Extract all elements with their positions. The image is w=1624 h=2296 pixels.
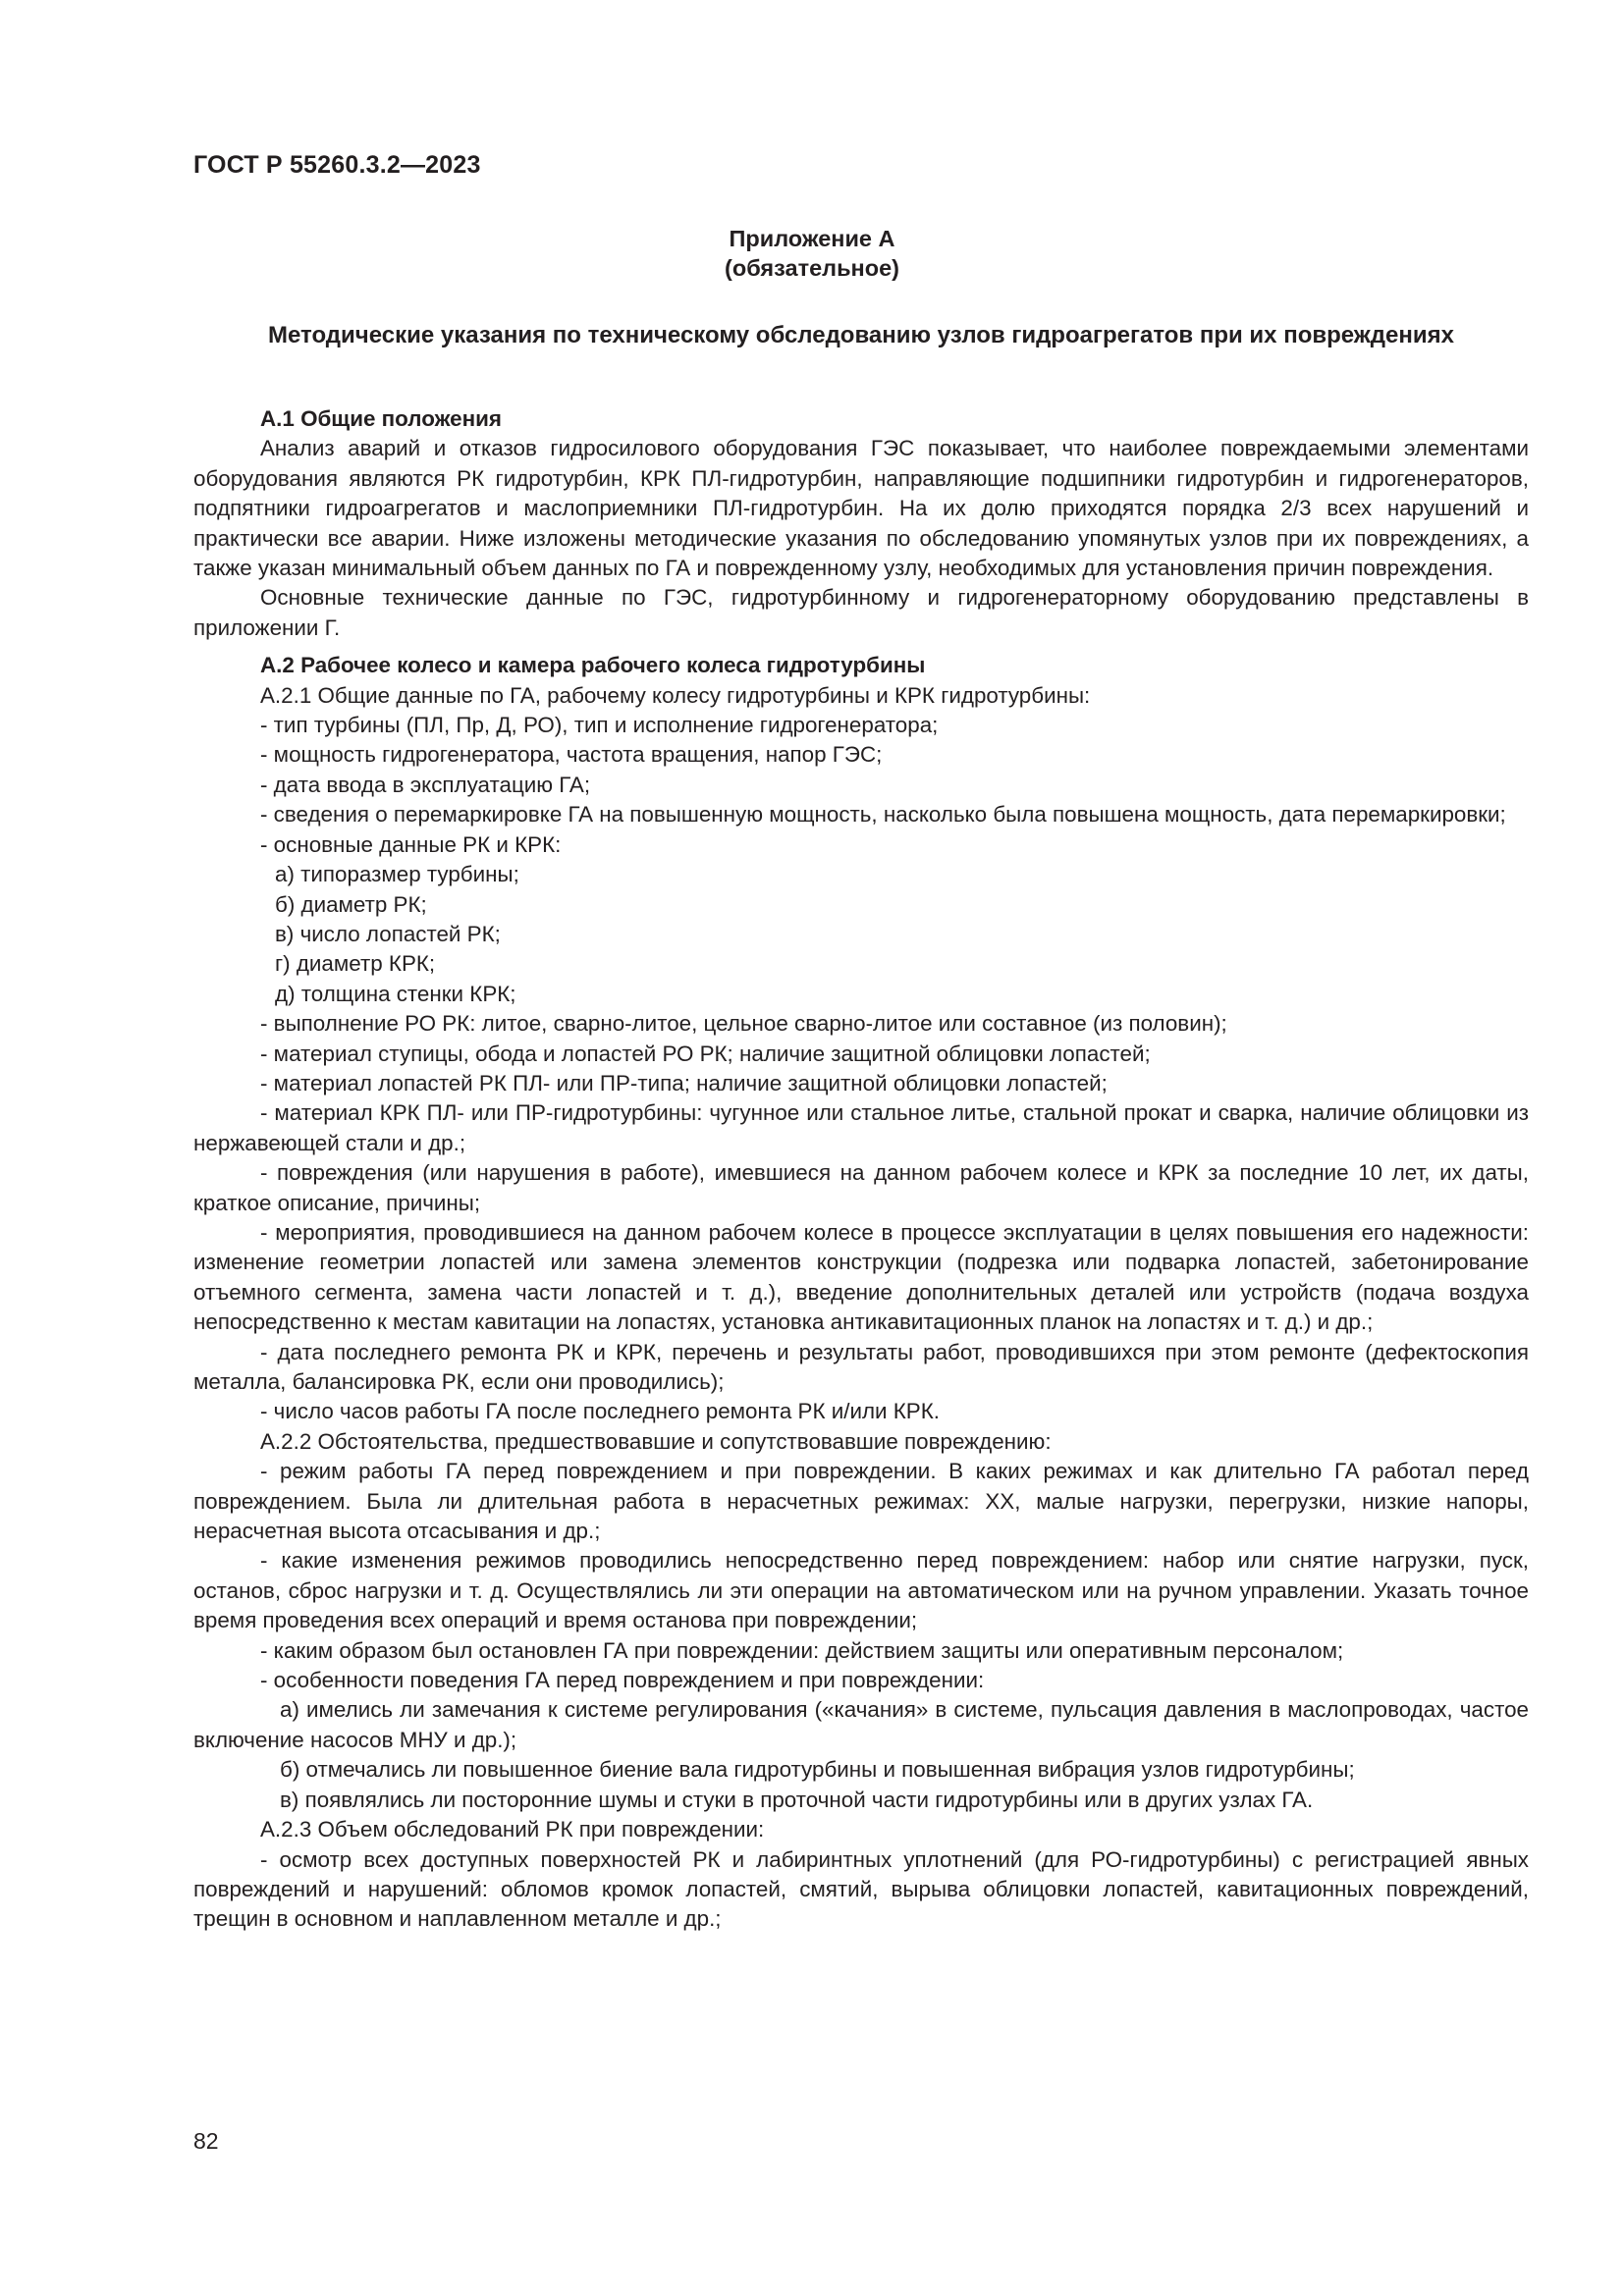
sub-list-item: д) толщина стенки КРК; xyxy=(275,981,516,1006)
document-body xyxy=(193,404,1529,1935)
page-number: 82 xyxy=(193,2128,219,2154)
sub-list-item: г) диаметр КРК; xyxy=(275,951,436,977)
list-item: - основные данные РК и КРК: xyxy=(260,831,562,857)
document-title: Методические указания по техническому обследованию узлов гидроагрегатов при их повреждениях xyxy=(268,322,1454,348)
section-heading-a2: А.2 Рабочее колесо и камера рабочего колеса гидротурбины xyxy=(260,653,926,678)
list-item: - повреждения (или нарушения в работе), имевшиеся на данном рабочем колесе и КРК за последние 10 лет, их даты, краткое описание, причины; xyxy=(193,1160,1529,1215)
paragraph: Основные технические данные по ГЭС, гидротурбинному и гидрогенераторному оборудованию представлены в приложении Г. xyxy=(193,585,1529,640)
clause-a22-intro: А.2.2 Обстоятельства, предшествовавшие и сопутствовавшие повреждению: xyxy=(260,1428,1052,1454)
list-item: - число часов работы ГА после последнего ремонта РК и/или КРК. xyxy=(260,1399,941,1424)
sub-list-item: в) число лопастей РК; xyxy=(275,921,501,946)
appendix-status: (обязательное) xyxy=(725,255,899,281)
appendix-title: Приложение А xyxy=(729,226,895,251)
list-item: - каким образом был остановлен ГА при повреждении: действием защиты или оперативным персоналом; xyxy=(260,1637,1344,1663)
list-item: - выполнение РО РК: литое, сварно-литое, цельное сварно-литое или составное (из половин); xyxy=(260,1011,1227,1037)
list-item: - материал лопастей РК ПЛ- или ПР-типа; наличие защитной облицовки лопастей; xyxy=(260,1070,1108,1095)
sub-list-item: а) типоразмер турбины; xyxy=(275,862,519,887)
list-item: - дата последнего ремонта РК и КРК, перечень и результаты работ, проводившихся при этом ремонте (дефектоскопия металла, балансировка РК, если они проводились); xyxy=(193,1339,1529,1394)
sub-list-item: а) имелись ли замечания к системе регулирования («качания» в системе, пульсация давления в маслопроводах, частое включение насосов МНУ и др.); xyxy=(193,1697,1529,1752)
list-item: - мероприятия, проводившиеся на данном рабочем колесе в процессе эксплуатации в целях повышения его надежности: изменение геометрии лопастей или замена элементов конструкции (подрезка или подварка лопастей, забетонирование отъемного сегмента, замена части лопастей и т. д.), введение дополнительных деталей или устройств (подача воздуха непосредственно к местам кавитации на лопастях, установка антикавитационных планок на лопастях и т. д.) и др.; xyxy=(193,1219,1529,1335)
list-item: - режим работы ГА перед повреждением и при повреждении. В каких режимах и как длительно ГА работал перед повреждением. Была ли длительная работа в нерасчетных режимах: XX, малые нагрузки, перегрузки, низкие напоры, нерасчетная высота отсасывания и др.; xyxy=(193,1459,1529,1544)
paragraph: Анализ аварий и отказов гидросилового оборудования ГЭС показывает, что наиболее повреждаемыми элементами оборудования являются РК гидротурбин, КРК ПЛ-гидротурбин, направляющие подшипники гидротурбин и гидрогенераторов, подпятники гидроагрегатов и маслоприемники ПЛ-гидротурбин. На их долю приходятся порядка 2/3 всех нарушений и практически все аварии. Ниже изложены методические указания по обследованию упомянутых узлов при их повреждениях, а также указан минимальный объем данных по ГА и поврежденному узлу, необходимых для установления причин повреждения. xyxy=(193,436,1529,581)
standard-header: ГОСТ Р 55260.3.2—2023 xyxy=(193,151,481,179)
list-item: - материал ступицы, обода и лопастей РО РК; наличие защитной облицовки лопастей; xyxy=(260,1041,1151,1066)
list-item: - сведения о перемаркировке ГА на повышенную мощность, насколько была повышена мощность, дата перемаркировки; xyxy=(260,802,1506,828)
sub-list-item: б) отмечались ли повышенное биение вала гидротурбины и повышенная вибрация узлов гидротурбины; xyxy=(280,1757,1355,1783)
list-item: - материал КРК ПЛ- или ПР-гидротурбины: чугунное или стальное литье, стальной прокат и сварка, наличие облицовки из нержавеющей стали и др.; xyxy=(193,1100,1529,1155)
clause-a23-intro: А.2.3 Объем обследований РК при повреждении: xyxy=(260,1817,765,1842)
sub-list-item: б) диаметр РК; xyxy=(275,891,427,917)
clause-a21-intro: А.2.1 Общие данные по ГА, рабочему колесу гидротурбины и КРК гидротурбины: xyxy=(260,682,1091,708)
list-item: - тип турбины (ПЛ, Пр, Д, РО), тип и исполнение гидрогенератора; xyxy=(260,713,939,738)
section-heading-a1: А.1 Общие положения xyxy=(260,406,502,431)
list-item: - какие изменения режимов проводились непосредственно перед повреждением: набор или снятие нагрузки, пуск, останов, сброс нагрузки и т. д. Осуществлялись ли эти операции на автоматическом или на ручном управлении. Указать точное время проведения всех операций и время останова при повреждении; xyxy=(193,1548,1529,1633)
sub-list-item: в) появлялись ли посторонние шумы и стуки в проточной части гидротурбины или в других узлах ГА. xyxy=(280,1787,1314,1812)
list-item: - осмотр всех доступных поверхностей РК и лабиринтных уплотнений (для РО-гидротурбины) с регистрацией явных повреждений и нарушений: обломов кромок лопастей, смятий, вырыва облицовки лопастей, кавитационных повреждений, трещин в основном и наплавленном металле и др.; xyxy=(193,1846,1529,1932)
list-item: - особенности поведения ГА перед повреждением и при повреждении: xyxy=(260,1668,985,1693)
list-item: - мощность гидрогенератора, частота вращения, напор ГЭС; xyxy=(260,742,883,768)
list-item: - дата ввода в эксплуатацию ГА; xyxy=(260,772,591,797)
